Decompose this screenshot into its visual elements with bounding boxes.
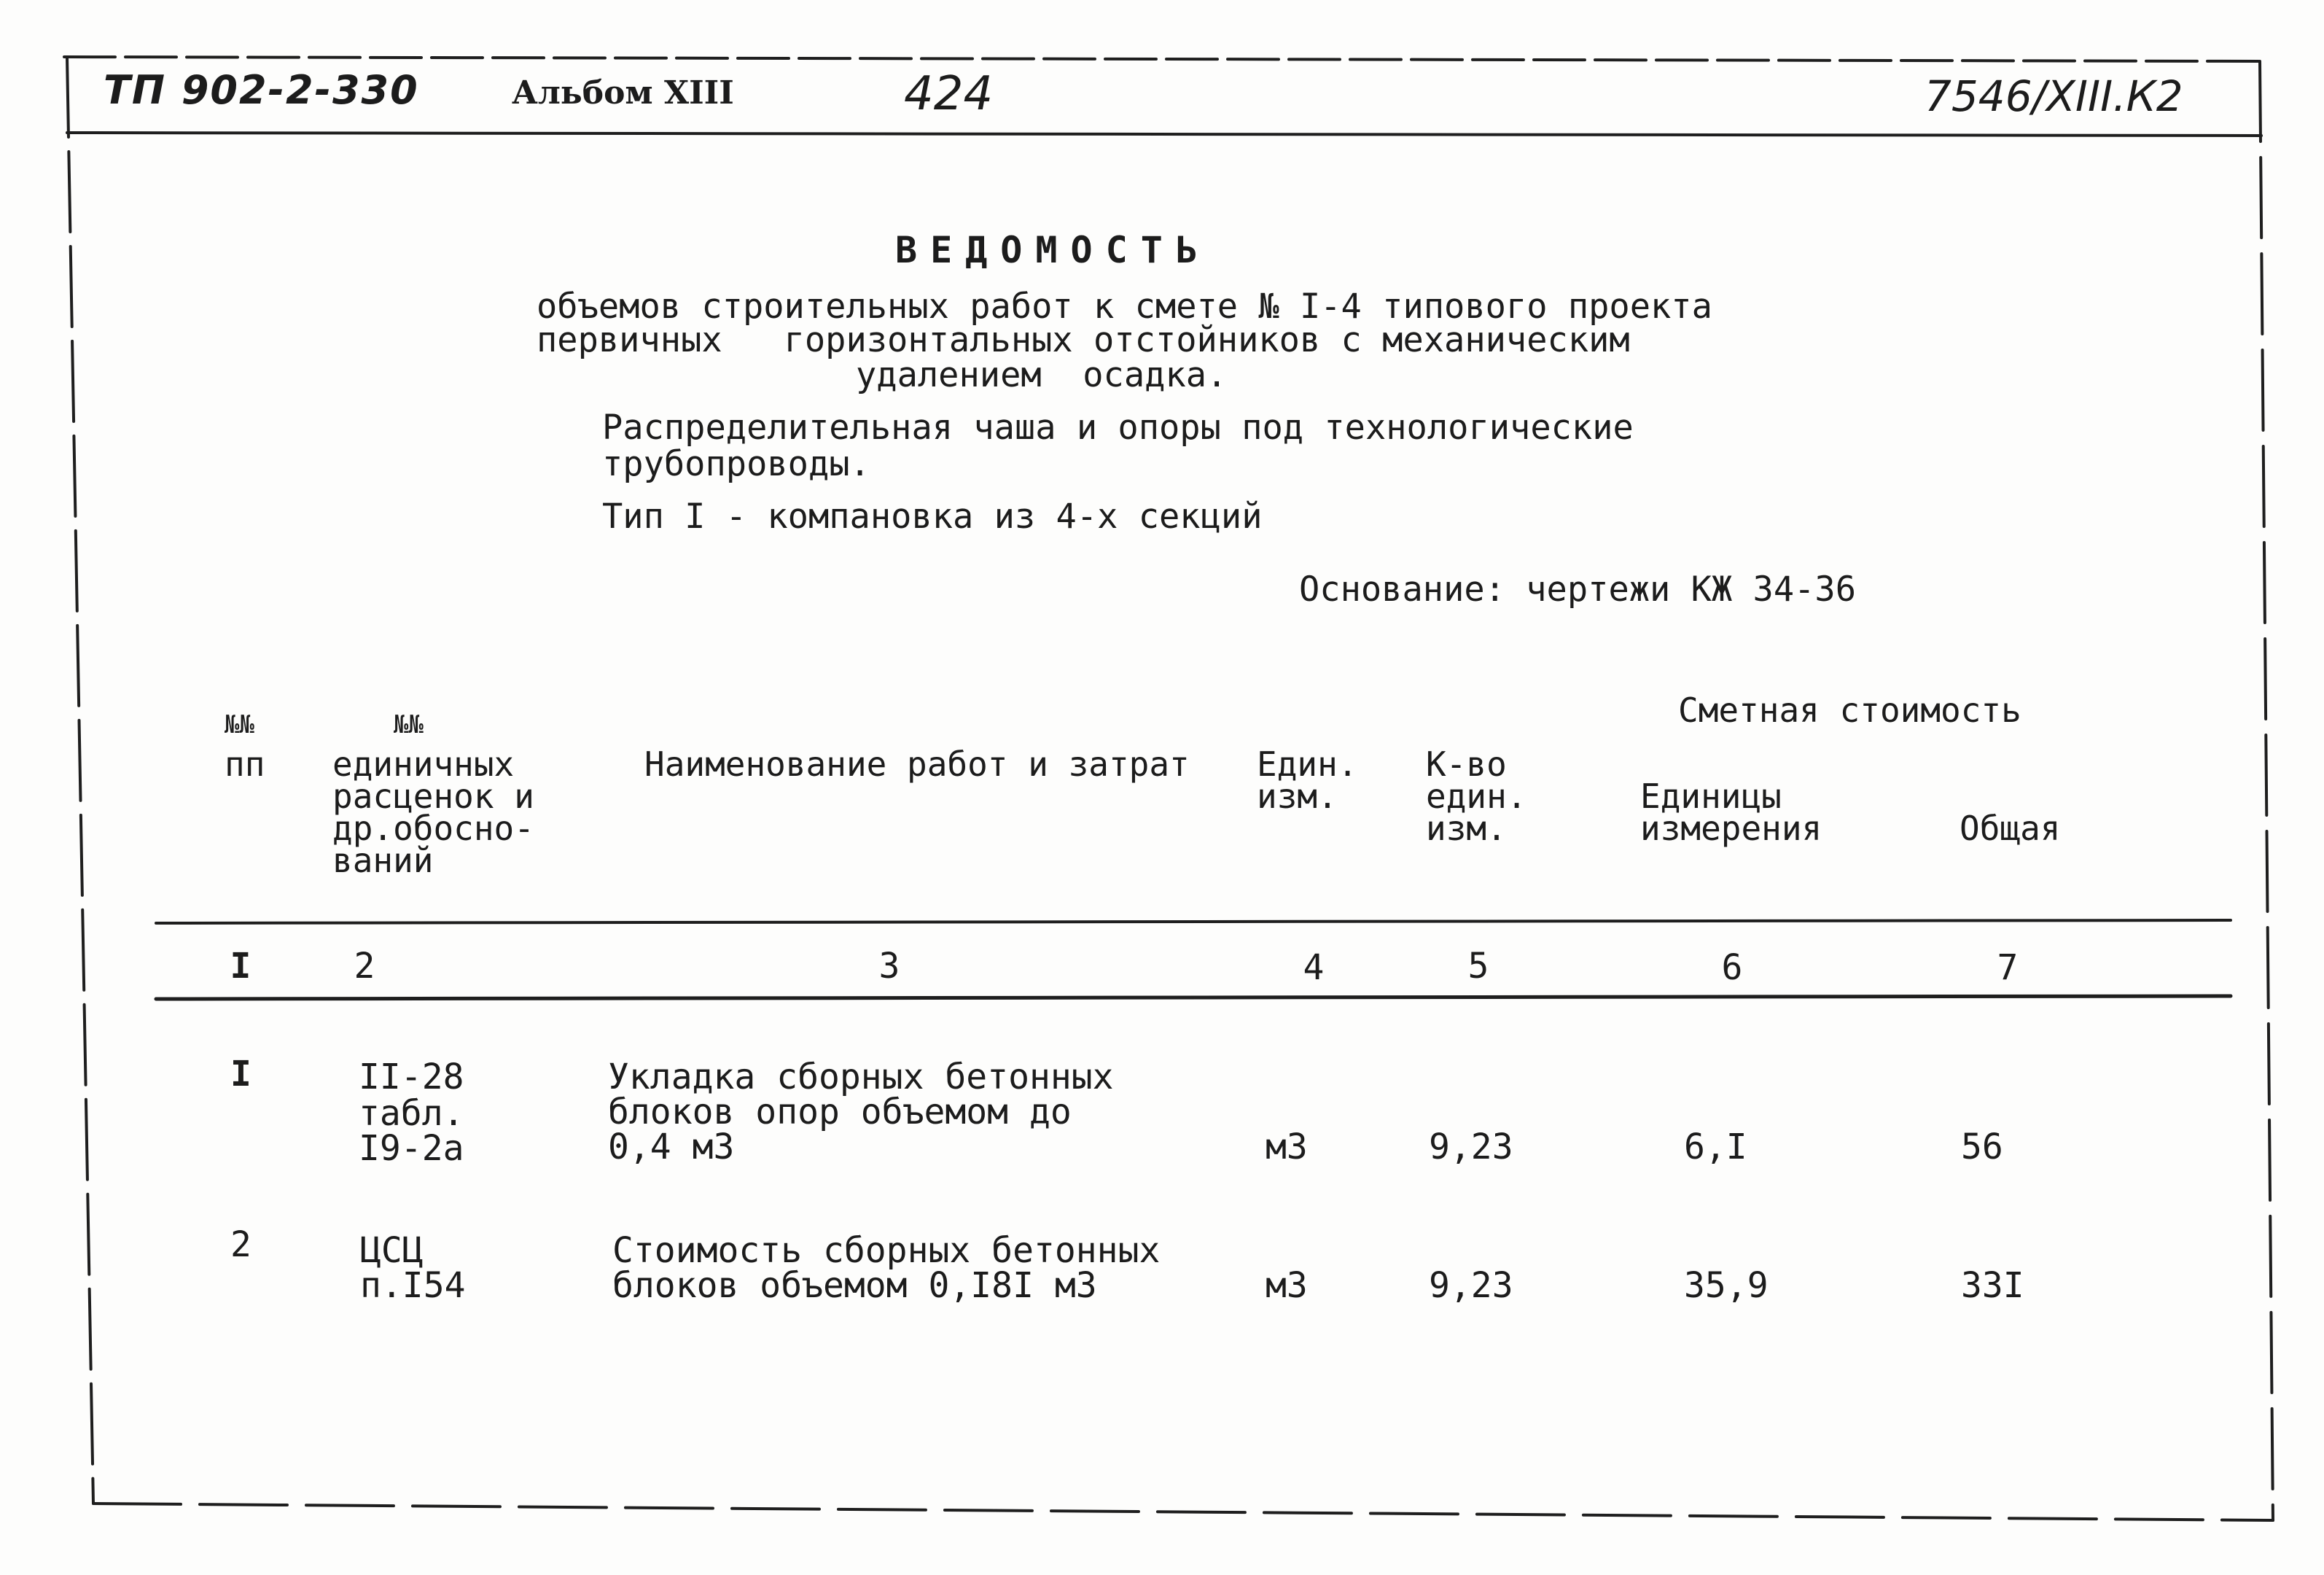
row-total: 33I bbox=[1961, 1265, 2024, 1306]
type-line: Тип I - компановка из 4-х секций bbox=[602, 497, 1263, 537]
header-col1-line2: пп bbox=[225, 744, 265, 784]
header-col2-line5: ваний bbox=[332, 841, 434, 880]
row-code-line1: ЦСЦ bbox=[360, 1230, 424, 1271]
header-col4-line1: Един. bbox=[1257, 744, 1358, 784]
header-col4-line2: изм. bbox=[1257, 777, 1338, 816]
row-name-line3: 0,4 м3 bbox=[608, 1127, 735, 1167]
column-number: 3 bbox=[878, 946, 900, 987]
header-col5-line1: К-во bbox=[1426, 744, 1507, 784]
row-unit-cost: 35,9 bbox=[1684, 1265, 1769, 1306]
row-code-line2: п.I54 bbox=[360, 1265, 466, 1306]
row-total: 56 bbox=[1961, 1127, 2003, 1167]
stamp-inventory: 7546/XIII.К2 bbox=[1925, 71, 2183, 121]
frame-right-border bbox=[2260, 61, 2273, 1520]
frame-bottom-border bbox=[93, 1504, 2273, 1520]
row-number: 2 bbox=[230, 1224, 251, 1265]
row-name-line1: Укладка сборных бетонных bbox=[608, 1057, 1114, 1097]
table-numbers-rule bbox=[156, 996, 2231, 999]
row-code-line2: табл. bbox=[359, 1093, 464, 1134]
header-col2-line2: единичных bbox=[332, 744, 515, 784]
row-unit: м3 bbox=[1266, 1265, 1308, 1306]
stamp-album: Альбом XIII bbox=[512, 74, 734, 112]
header-col7: Общая bbox=[1960, 809, 2061, 848]
table-header-rule bbox=[156, 920, 2231, 923]
row-unit: м3 bbox=[1266, 1127, 1308, 1167]
stamp-page-number: 424 bbox=[904, 67, 994, 121]
object-line-1: Распределительная чаша и опоры под технологические bbox=[602, 408, 1634, 448]
header-col2-line3: расценок и bbox=[332, 777, 534, 816]
column-number: 7 bbox=[1997, 947, 2019, 988]
header-col6-line2: измерения bbox=[1640, 809, 1822, 848]
header-col3: Наименование работ и затрат bbox=[644, 744, 1190, 784]
column-number: 6 bbox=[1721, 947, 1743, 988]
header-col2-line4: др.обосно- bbox=[332, 809, 534, 848]
row-name-line2: блоков объемом 0,I8I м3 bbox=[612, 1265, 1097, 1306]
header-cost-group: Сметная стоимость bbox=[1678, 691, 2021, 730]
header-col6-line1: Единицы bbox=[1640, 777, 1782, 816]
row-code-line3: I9-2а bbox=[359, 1128, 464, 1169]
frame-left-border bbox=[67, 57, 93, 1504]
row-quantity: 9,23 bbox=[1429, 1127, 1513, 1167]
basis-line: Основание: чертежи КЖ 34-36 bbox=[1299, 569, 1857, 610]
frame-top-border bbox=[64, 57, 2260, 61]
row-unit-cost: 6,I bbox=[1684, 1127, 1747, 1167]
title-line-2: первичных горизонтальных отстойников с механическим bbox=[537, 320, 1630, 360]
title-line-3: удалением осадка. bbox=[856, 355, 1228, 395]
column-number: 5 bbox=[1467, 946, 1489, 987]
header-col5-line3: изм. bbox=[1426, 809, 1507, 848]
column-number: I bbox=[230, 946, 251, 987]
row-code-line1: II-28 bbox=[359, 1057, 464, 1097]
row-name-line2: блоков опор объемом до bbox=[608, 1092, 1072, 1132]
document-title: ВЕДОМОСТЬ bbox=[895, 229, 1211, 271]
row-name-line1: Стоимость сборных бетонных bbox=[612, 1230, 1161, 1271]
header-col1-line1: №№ bbox=[225, 710, 254, 739]
stamp-underline bbox=[67, 133, 2261, 136]
column-number: 2 bbox=[354, 946, 375, 987]
row-quantity: 9,23 bbox=[1429, 1265, 1513, 1306]
column-number: 4 bbox=[1303, 947, 1325, 988]
stamp-code: ТП 902-2-330 bbox=[104, 67, 419, 113]
object-line-2: трубопроводы. bbox=[602, 444, 870, 484]
header-col5-line2: един. bbox=[1426, 777, 1527, 816]
title-line-1: объемов строительных работ к смете № I-4 типового проекта bbox=[537, 287, 1712, 327]
header-col2-line1: №№ bbox=[394, 710, 424, 739]
row-number: I bbox=[230, 1054, 251, 1094]
